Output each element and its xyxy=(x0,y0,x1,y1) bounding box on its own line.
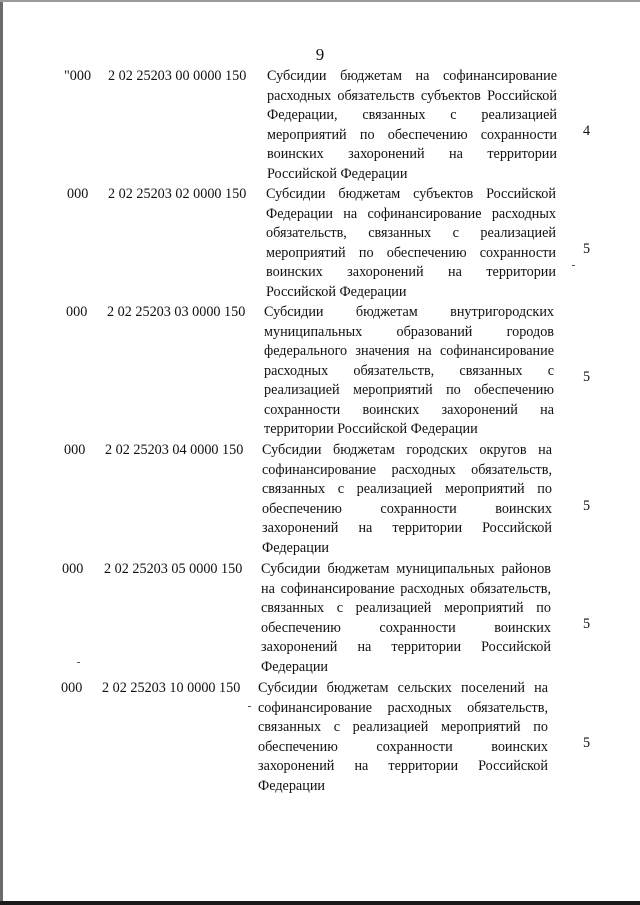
row-kbk: 2 02 25203 03 0000 150 xyxy=(107,304,246,320)
row-code: 000 xyxy=(62,561,84,577)
row-amount: 5 xyxy=(583,735,591,751)
row-description: Субсидии бюджетам муниципальных районов на софинансирование расходных обязательств, связанных с реализацией мероприятий по обеспечению сохранности воинских захоронений на территории Российской Федерации xyxy=(261,561,551,675)
scan-speck xyxy=(572,265,575,266)
row-amount: 5 xyxy=(583,616,591,632)
row-amount: 5 xyxy=(583,241,591,257)
page-number: 9 xyxy=(315,45,325,64)
row-kbk: 2 02 25203 05 0000 150 xyxy=(104,561,243,577)
scan-speck xyxy=(77,662,80,663)
scan-edge-left xyxy=(0,0,3,905)
row-kbk: 2 02 25203 02 0000 150 xyxy=(108,186,247,202)
row-amount: 5 xyxy=(583,369,591,385)
scan-speck xyxy=(248,706,251,707)
row-description: Субсидии бюджетам на софинансирование расходных обязательств субъектов Российской Федерации, связанных с реализацией мероприятий по обеспечению сохранности воинских захоронений на территории Российской Федерации xyxy=(267,68,557,182)
row-description: Субсидии бюджетам внутригородских муниципальных образований городов федерального значения на софинансирование расходных обязательств, связанных с реализацией мероприятий по обеспечению сохранности воинских захоронений на территории Российской Федерации xyxy=(264,304,554,437)
scan-edge-top xyxy=(0,0,640,2)
row-description: Субсидии бюджетам городских округов на софинансирование расходных обязательств, связанных с реализацией мероприятий по обеспечению сохранности воинских захоронений на территории Российской Федерации xyxy=(262,442,552,556)
row-description: Субсидии бюджетам субъектов Российской Федерации на софинансирование расходных обязательств, связанных с реализацией мероприятий по обеспечению сохранности воинских захоронений на территории Российской Федерации xyxy=(266,186,556,300)
row-kbk: 2 02 25203 04 0000 150 xyxy=(105,442,244,458)
row-description: Субсидии бюджетам сельских поселений на софинансирование расходных обязательств, связанных с реализацией мероприятий по обеспечению сохранности воинских захоронений на территории Российской Федерации xyxy=(258,680,548,794)
row-kbk: 2 02 25203 10 0000 150 xyxy=(102,680,241,696)
scan-edge-bottom xyxy=(0,901,640,905)
row-code: "000 xyxy=(64,68,92,84)
row-code: 000 xyxy=(66,304,88,320)
row-code: 000 xyxy=(64,442,86,458)
row-amount: 4 xyxy=(583,123,591,139)
row-code: 000 xyxy=(67,186,89,202)
row-amount: 5 xyxy=(583,498,591,514)
row-kbk: 2 02 25203 00 0000 150 xyxy=(108,68,247,84)
row-code: 000 xyxy=(61,680,83,696)
